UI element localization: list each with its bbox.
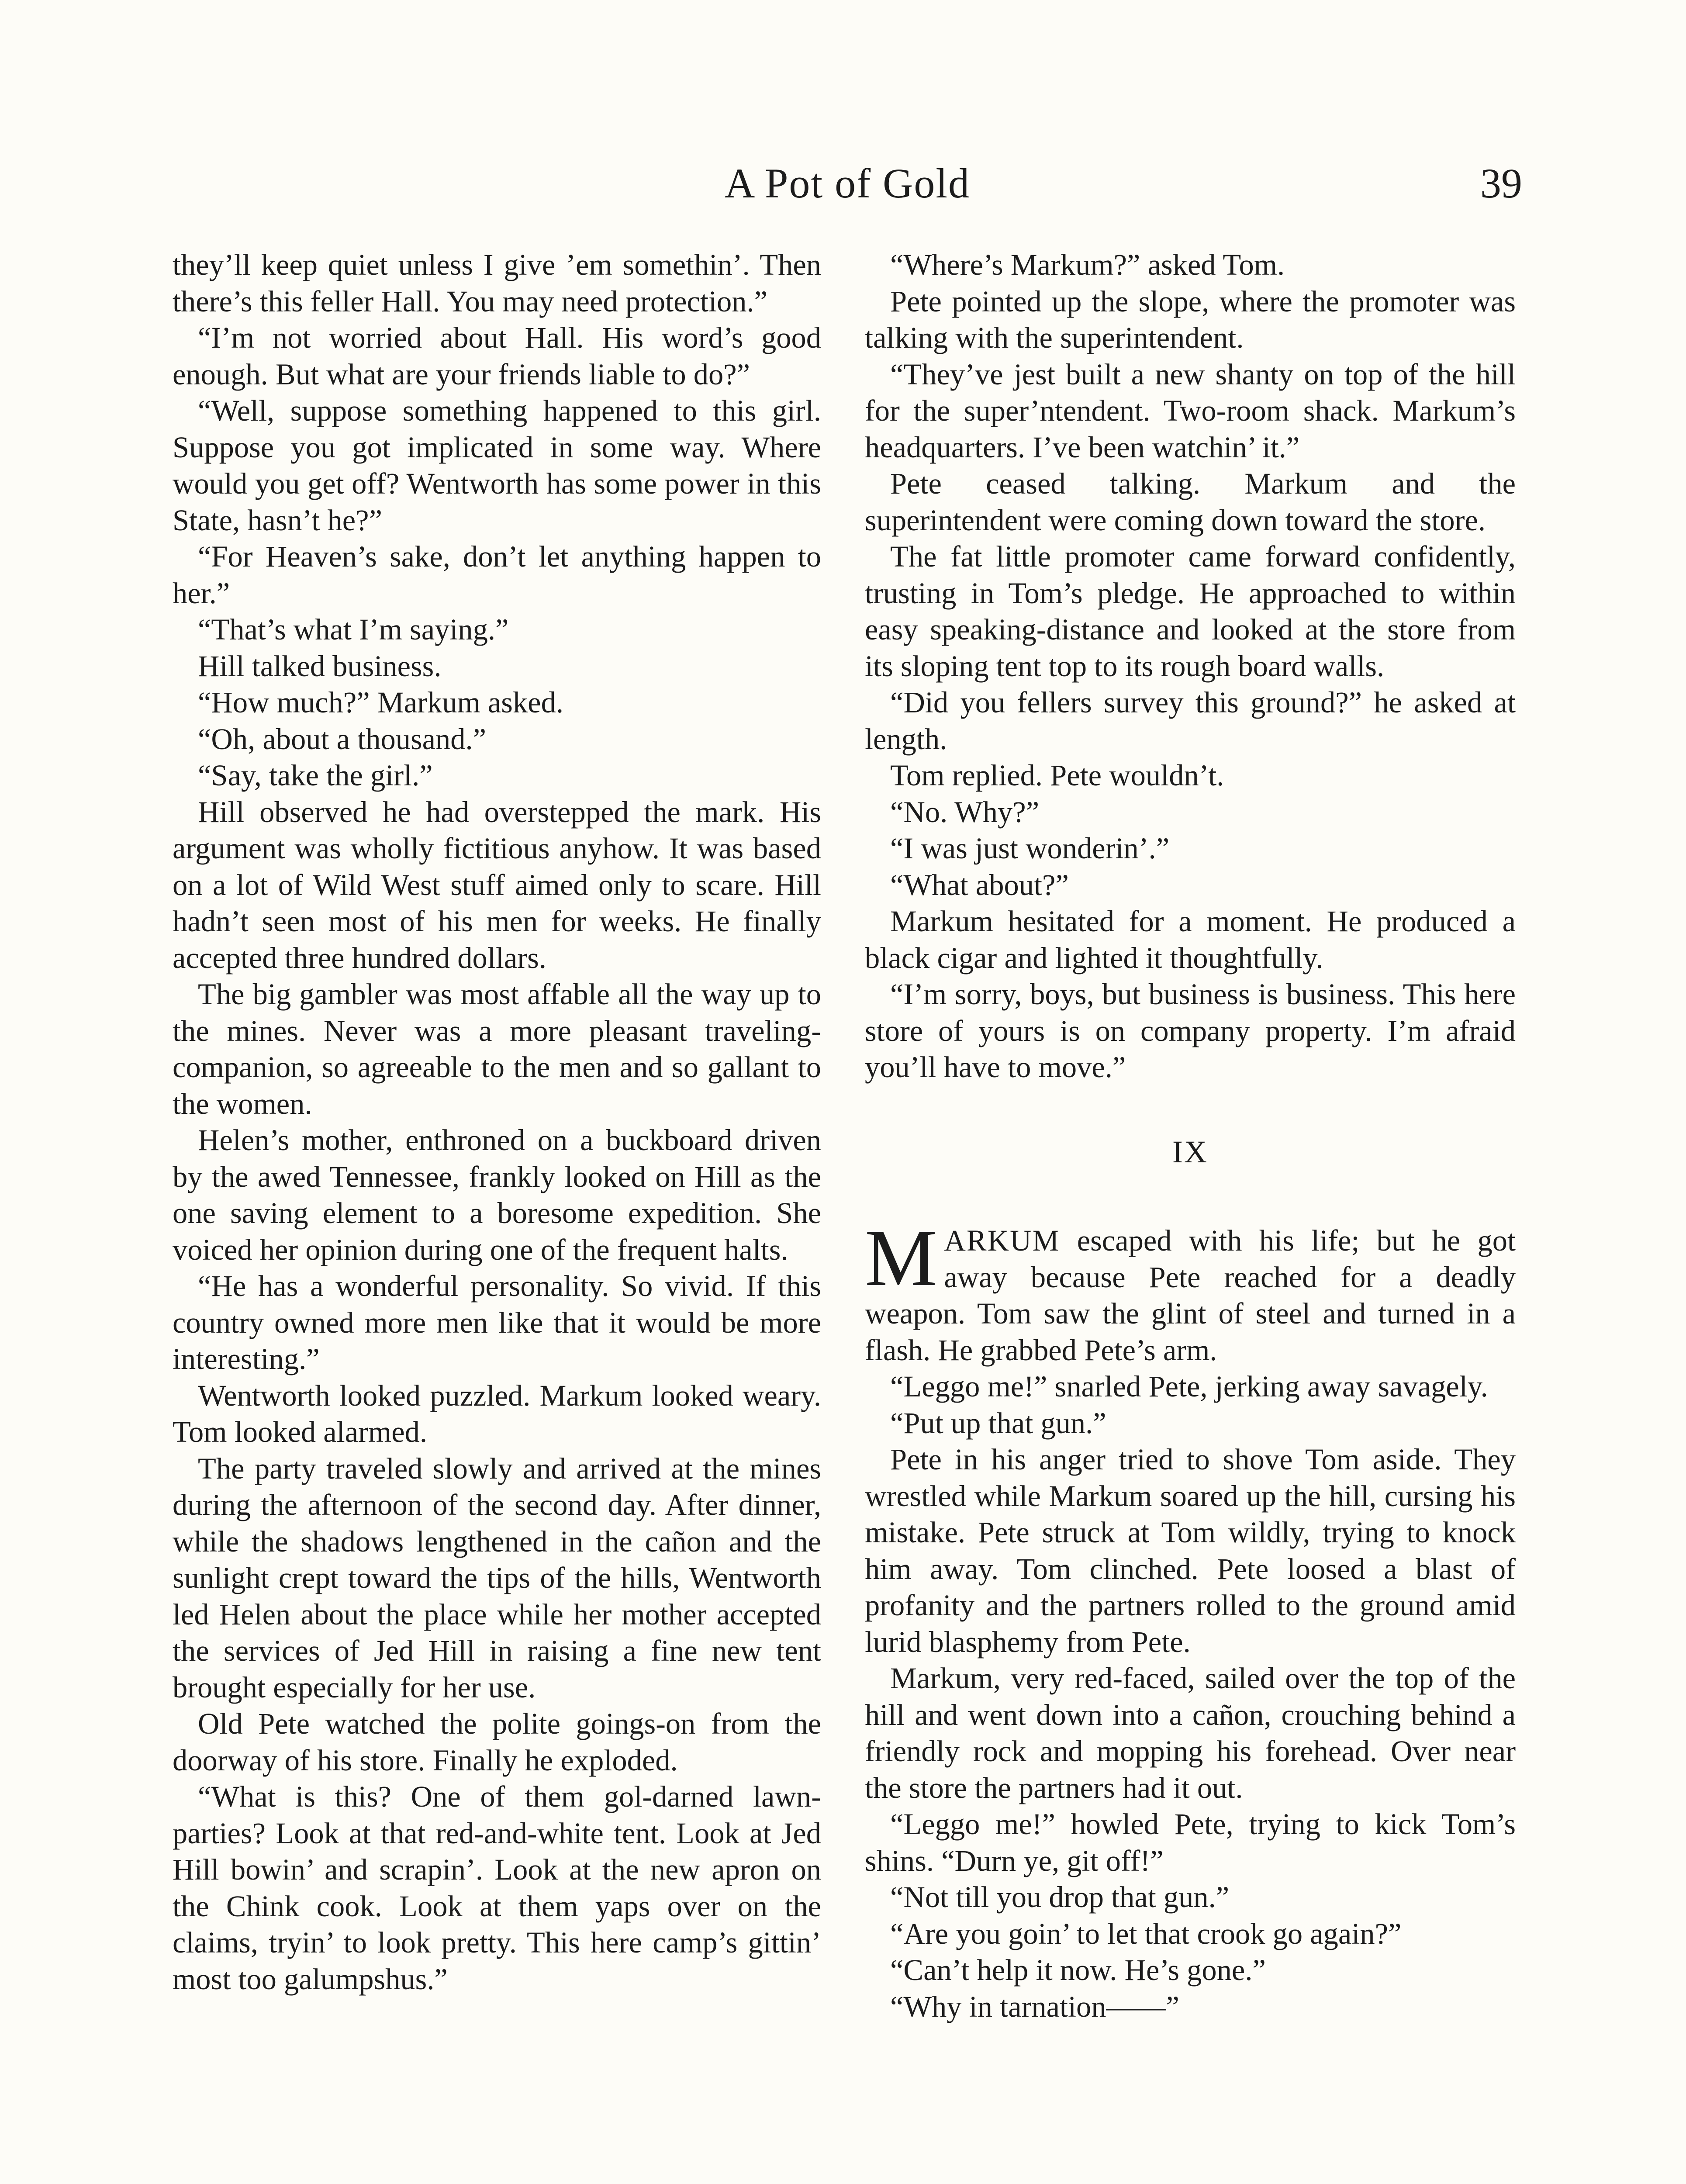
paragraph: “I’m not worried about Hall. His word’s good enough. But what are your friends liable to do?”: [173, 321, 821, 391]
paragraph: The fat little promoter came forward confidently, trusting in Tom’s pledge. He approached to within easy speaking-distance and looked at the store from its sloping tent top to its rough board walls.: [865, 540, 1516, 683]
paragraph: “What is this? One of them gol-darned lawn-parties? Look at that red-and-white tent. Look at Jed Hill bowin’ and scrapin’. Look at the new apron on the Chink cook. Look at them yaps over on the claims, tryin’ to look pretty. This here camp’s gittin’ most too galumpshus.”: [173, 1780, 821, 1996]
paragraph: Pete pointed up the slope, where the promoter was talking with the superintendent.: [865, 284, 1516, 354]
right-column: [865, 247, 1516, 2184]
paragraph: “How much?” Markum asked.: [198, 686, 563, 719]
paragraph: “No. Why?”: [890, 795, 1040, 829]
paragraph: Markum hesitated for a moment. He produced a black cigar and lighted it thoughtfully.: [865, 905, 1516, 975]
paragraph: Wentworth looked puzzled. Markum looked weary. Tom looked alarmed.: [173, 1379, 821, 1448]
paragraph: “Did you fellers survey this ground?” he asked at length.: [865, 686, 1516, 756]
paragraph: Old Pete watched the polite goings-on from the doorway of his store. Finally he exploded.: [173, 1707, 821, 1777]
paragraph: Pete in his anger tried to shove Tom aside. They wrestled while Markum soared up the hill, cursing his mistake. Pete struck at Tom wildly, trying to knock him away. Tom clinched. Pete loosed a blast of profanity and the partners rolled to the ground amid lurid blasphemy from Pete.: [865, 1443, 1516, 1659]
paragraph: “Leggo me!” snarled Pete, jerking away savagely.: [890, 1370, 1488, 1403]
left-column: [173, 247, 821, 2184]
paragraph: “They’ve jest built a new shanty on top of the hill for the super’ntendent. Two-room shack. Markum’s headquarters. I’ve been watchin’ it.”: [865, 357, 1516, 464]
page-header: [173, 151, 1522, 216]
chapter-opening-paragraph: [865, 1213, 1516, 1368]
paragraph: “Where’s Markum?” asked Tom.: [890, 248, 1285, 281]
text-columns: [173, 247, 1524, 2184]
paragraph: “He has a wonderful personality. So vivid. If this country owned more men like that it would be more interesting.”: [173, 1269, 821, 1375]
page-number: 39: [1480, 160, 1522, 207]
paragraph: Hill talked business.: [198, 649, 442, 683]
paragraph: “Leggo me!” howled Pete, trying to kick Tom’s shins. “Durn ye, git off!”: [865, 1807, 1516, 1877]
paragraph: “I’m sorry, boys, but business is business. This here store of yours is on company property. I’m afraid you’ll have to move.”: [865, 978, 1516, 1084]
paragraph: “Say, take the girl.”: [198, 759, 433, 792]
paragraph: “Put up that gun.”: [890, 1406, 1106, 1440]
drop-cap: M: [865, 1213, 937, 1303]
paragraph: Pete ceased talking. Markum and the superintendent were coming down toward the store.: [865, 467, 1516, 537]
paragraph: Hill observed he had overstepped the mark. His argument was wholly fictitious anyhow. It was based on a lot of Wild West stuff aimed only to scare. Hill hadn’t seen most of his men for weeks. He finally accepted three hundred dollars.: [173, 795, 821, 975]
paragraph: “Not till you drop that gun.”: [890, 1880, 1230, 1914]
paragraph: “I was just wonderin’.”: [890, 832, 1170, 865]
paragraph: “Can’t help it now. He’s gone.”: [890, 1953, 1266, 1987]
paragraph: “Are you goin’ to let that crook go again?”: [890, 1917, 1402, 1950]
chapter-heading: IX: [1172, 1134, 1208, 1169]
paragraph: Markum, very red-faced, sailed over the top of the hill and went down into a cañon, crouching behind a friendly rock and mopping his forehead. Over near the store the partners had it out.: [865, 1662, 1516, 1804]
paragraph: “Why in tarnation——”: [890, 1990, 1179, 2023]
paragraph: Tom replied. Pete wouldn’t.: [890, 759, 1224, 792]
paragraph: The party traveled slowly and arrived at the mines during the afternoon of the second day. After dinner, while the shadows lengthened in the cañon and the sunlight crept toward the tips of the hills, Wentworth led Helen about the place while her mother accepted the services of Jed Hill in raising a fine new tent brought especially for her use.: [173, 1451, 821, 1704]
paragraph: “What about?”: [890, 868, 1069, 902]
paragraph: “Oh, about a thousand.”: [198, 722, 487, 756]
paragraph: The big gambler was most affable all the way up to the mines. Never was a more pleasant traveling-companion, so agreeable to the men and so gallant to the women.: [173, 978, 821, 1120]
paragraph: “For Heaven’s sake, don’t let anything happen to her.”: [173, 540, 821, 610]
paragraph: they’ll keep quiet unless I give ’em somethin’. Then there’s this feller Hall. You may need protection.”: [173, 248, 821, 318]
paragraph: Helen’s mother, enthroned on a buckboard driven by the awed Tennessee, frankly looked on Hill as the one saving element to a boresome expedition. She voiced her opinion during one of the frequent halts.: [173, 1123, 821, 1266]
running-title: A Pot of Gold: [724, 160, 971, 207]
opening-text: escaped with his life; but he got away because Pete reached for a deadly weapon. Tom saw the glint of steel and turned in a flash. He grabbed Pete’s arm.: [865, 1224, 1516, 1367]
paragraph: “Well, suppose something happened to this girl. Suppose you got implicated in some way. Where would you get off? Wentworth has some power in this State, hasn’t he?”: [173, 394, 821, 537]
small-caps-word: ARKUM: [944, 1224, 1060, 1257]
paragraph: “That’s what I’m saying.”: [198, 613, 509, 646]
